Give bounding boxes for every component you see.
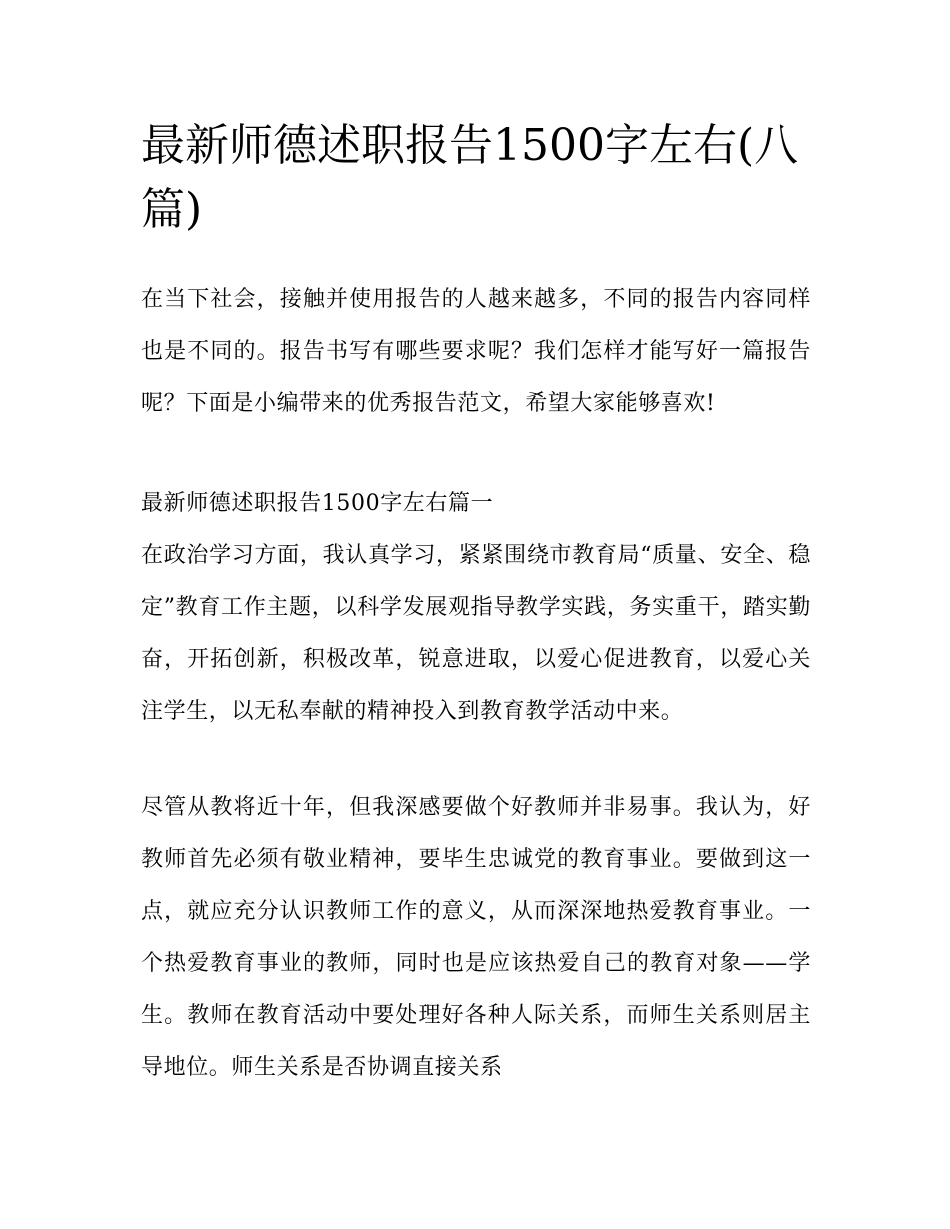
intro-paragraph: 在当下社会，接触并使用报告的人越来越多，不同的报告内容同样也是不同的。报告书写有哪些要求呢？我们怎样才能写好一篇报告呢？下面是小编带来的优秀报告范文，希望大家能够喜欢!: [141, 287, 811, 416]
body-paragraph: 在政治学习方面，我认真学习，紧紧围绕市教育局“质量、安全、稳定”教育工作主题，以科学发展观指导教学实践，务实重干，踏实勤奋，开拓创新，积极改革，锐意进取，以爱心促进教育，以爱心关注学生，以无私奉献的精神投入到教育教学活动中来。: [141, 543, 811, 724]
body-paragraph: 尽管从教将近十年，但我深感要做个好教师并非易事。我认为，好教师首先必须有敬业精神，要毕生忠诚党的教育事业。要做到这一点，就应充分认识教师工作的意义，从而深深地热爱教育事业。一个热爱教育事业的教师，同时也是应该热爱自己的教育对象——学生。教师在教育活动中要处理好各种人际关系，而师生关系则居主导地位。师生关系是否协调直接关系: [141, 795, 811, 1080]
document-title: 最新师德述职报告1500字左右(八篇): [141, 120, 799, 235]
section-heading: 最新师德述职报告1500字左右篇一: [141, 491, 494, 516]
